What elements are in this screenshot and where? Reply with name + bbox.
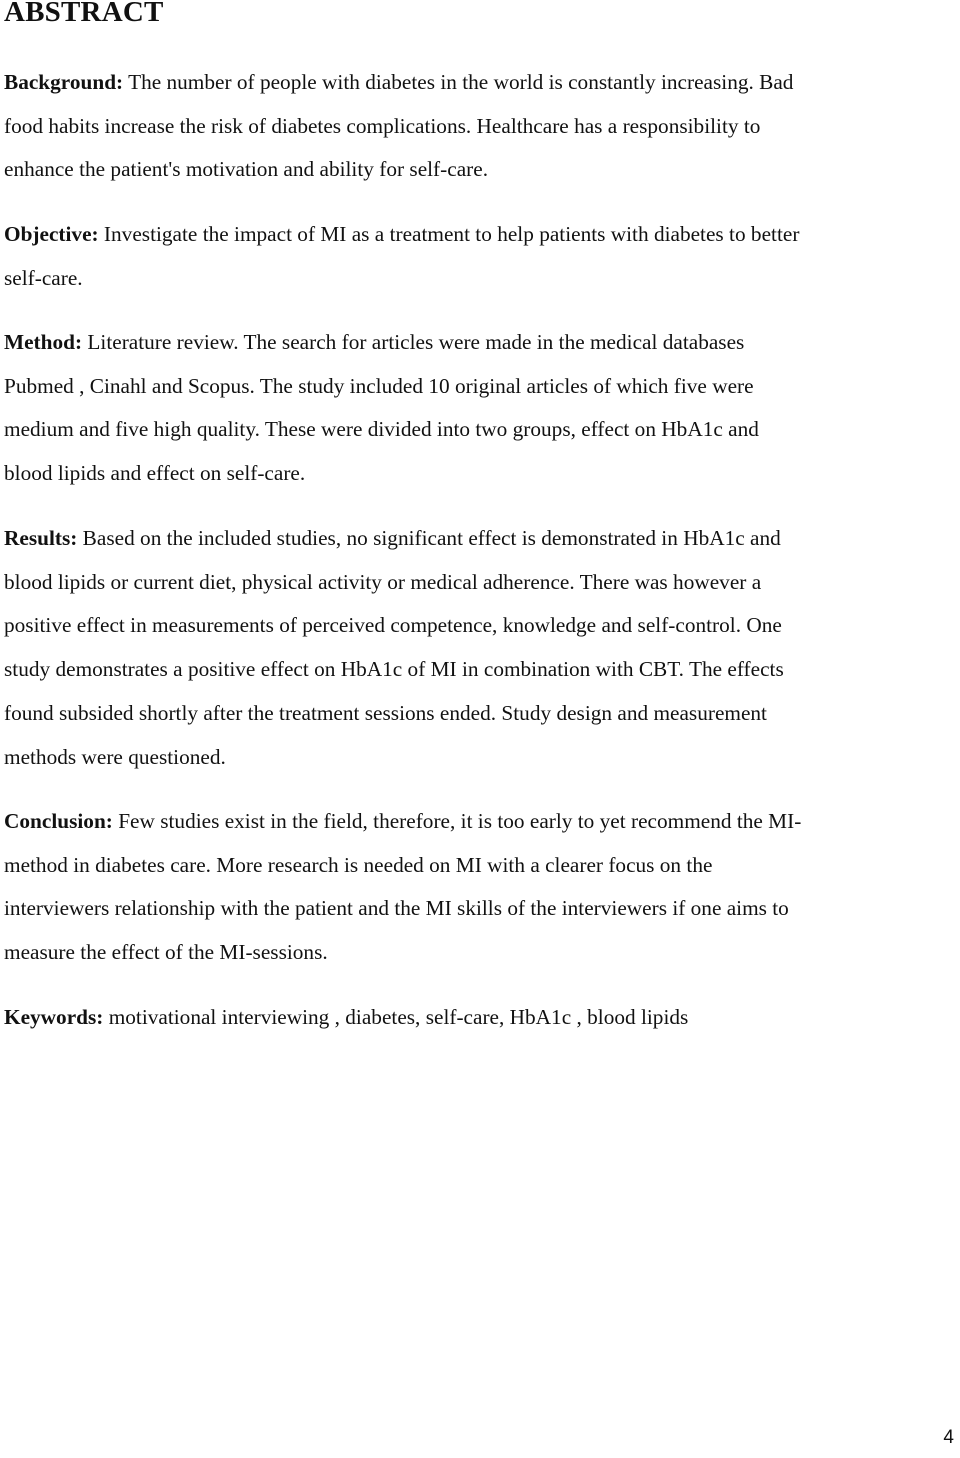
- text-line: [4, 800, 801, 844]
- background-paragraph: [4, 61, 793, 192]
- method-text: blood lipids and effect on self-care.: [4, 461, 306, 486]
- conclusion-paragraph: [4, 800, 801, 975]
- results-text: methods were questioned.: [4, 744, 226, 769]
- method-text: Literature review. The search for articles were made in the medical databases: [82, 330, 745, 354]
- abstract-heading: ABSTRACT: [4, 0, 164, 28]
- background-text: enhance the patient's motivation and ability for self-care.: [4, 157, 489, 182]
- background-label: Background:: [4, 70, 124, 94]
- conclusion-text: Few studies exist in the field, therefore, it is too early to yet recommend the MI-: [112, 809, 802, 833]
- conclusion-text: interviewers relationship with the patient and the MI skills of the interviewers if one aims to: [4, 896, 789, 921]
- results-paragraph: [4, 517, 784, 779]
- background-text: The number of people with diabetes in the world is constantly increasing. Bad: [123, 70, 794, 94]
- results-text: blood lipids or current diet, physical activity or medical adherence. There was however a: [4, 569, 762, 594]
- keywords-paragraph: [4, 996, 688, 1040]
- results-text: found subsided shortly after the treatment sessions ended. Study design and measurement: [4, 700, 767, 725]
- objective-paragraph: [4, 213, 799, 300]
- objective-text: Investigate the impact of MI as a treatment to help patients with diabetes to better: [98, 222, 800, 246]
- method-paragraph: [4, 321, 759, 496]
- method-text: Pubmed , Cinahl and Scopus. The study included 10 original articles of which five were: [4, 373, 754, 398]
- conclusion-text: method in diabetes care. More research is needed on MI with a clearer focus on the: [4, 852, 713, 877]
- objective-label: Objective:: [4, 222, 99, 246]
- text-line: [4, 61, 793, 105]
- conclusion-label: Conclusion:: [4, 809, 113, 833]
- results-label: Results:: [4, 526, 78, 550]
- keywords-label: Keywords:: [4, 1005, 104, 1029]
- objective-text: self-care.: [4, 265, 83, 290]
- results-text: study demonstrates a positive effect on HbA1c of MI in combination with CBT. The effects: [4, 657, 784, 682]
- text-line: [4, 517, 784, 561]
- text-line: [4, 321, 759, 365]
- text-line: [4, 996, 688, 1040]
- conclusion-text: measure the effect of the MI-sessions.: [4, 940, 328, 965]
- method-label: Method:: [4, 330, 83, 354]
- background-text: food habits increase the risk of diabetes complications. Healthcare has a responsibility to: [4, 113, 761, 138]
- method-text: medium and five high quality. These were divided into two groups, effect on HbA1c and: [4, 417, 759, 442]
- results-text: positive effect in measurements of perceived competence, knowledge and self-control. One: [4, 613, 782, 638]
- keywords-text: motivational interviewing , diabetes, self-care, HbA1c , blood lipids: [103, 1005, 689, 1029]
- text-line: [4, 213, 799, 257]
- results-text: Based on the included studies, no significant effect is demonstrated in HbA1c and: [77, 526, 781, 550]
- page-number: 4: [943, 1427, 954, 1448]
